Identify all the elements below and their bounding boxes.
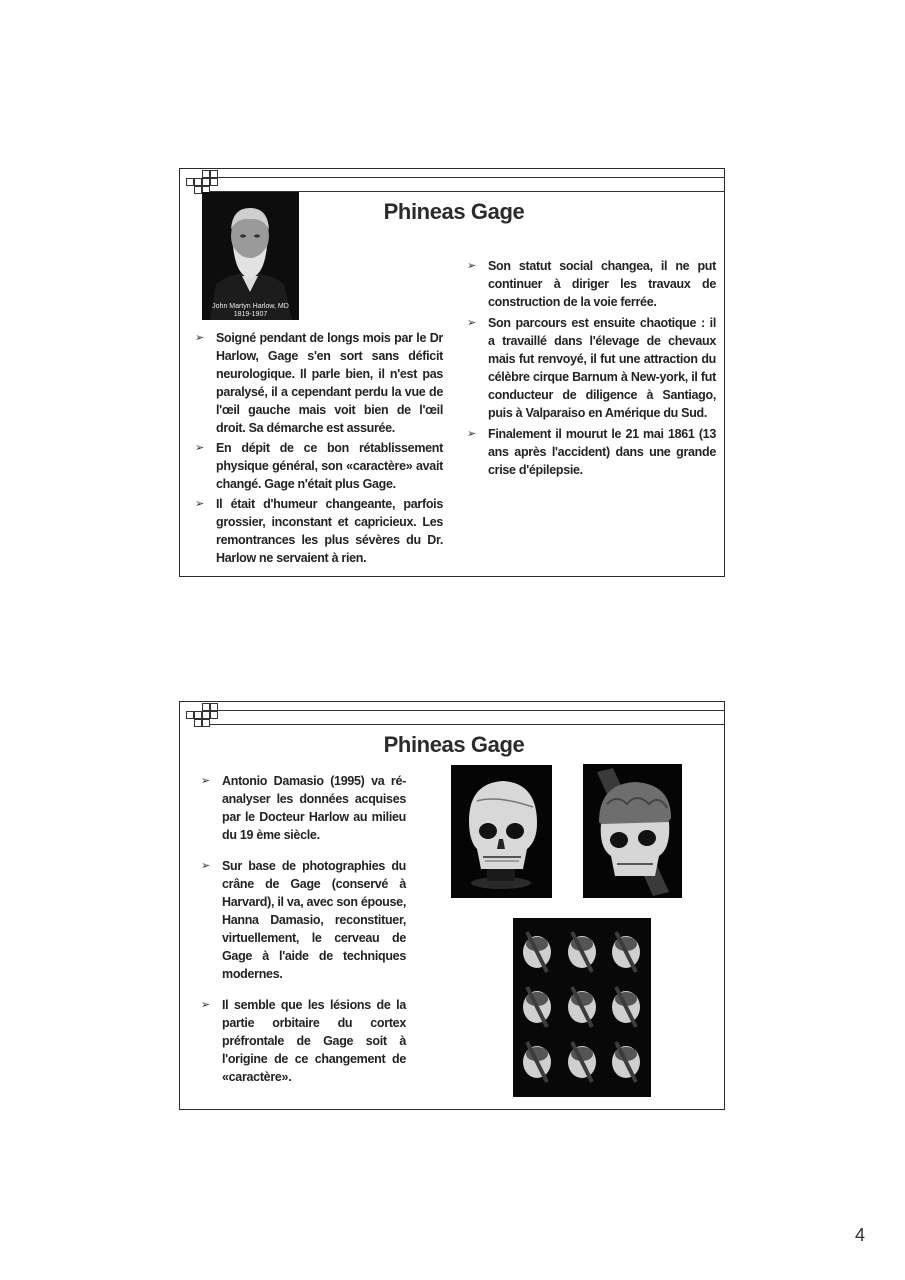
bullet-arrow-icon: ➢ [201,860,210,872]
header-line-top [210,177,724,178]
slide-1 [179,168,725,577]
bullet-arrow-icon: ➢ [201,775,210,787]
header-line-top [210,710,724,711]
slide-title: Phineas Gage [383,732,525,757]
skull-3d-reconstruction [583,764,682,898]
list-item: ➢ Finalement il mourut le 21 mai 1861 (13 ans après l'accident) dans une grande crise d'épilepsie. [467,427,716,477]
list-item: ➢ En dépit de ce bon rétablissement physique général, son «caractère» avait changé. Gage n'était plus Gage. [195,441,443,491]
left-bullet-list [195,329,443,567]
bullet-list [201,772,406,1086]
right-bullet-list [467,257,716,479]
skull-brain-icon [583,764,682,898]
list-item: ➢ Sur base de photographies du crâne de Gage (conservé à Harvard), il va, avec son épouse, Hanna Damasio, reconstituer, virtuellement, le cerveau de Gage à l'aide de techniques modernes. [201,859,406,981]
portrait-caption-dates: 1819-1907 [233,311,268,318]
corner-squares-decoration [180,702,224,736]
page-number: 4 [854,1225,865,1245]
skull-views-grid [513,918,651,1097]
slide-2 [179,701,725,1110]
skull-photo [451,765,552,898]
bullet-arrow-icon: ➢ [467,260,476,272]
portrait-caption [202,303,299,320]
list-item: ➢ Antonio Damasio (1995) va ré-analyser les données acquises par le Docteur Harlow au milieu du 19 ème siècle. [201,774,406,842]
header-line-bottom [210,724,724,725]
list-item: ➢ Il était d'humeur changeante, parfois grossier, inconstant et capricieux. Les remontrances les plus sévères du Dr. Harlow ne servaient à rien. [195,497,443,565]
bullet-arrow-icon: ➢ [467,428,476,440]
bullet-arrow-icon: ➢ [195,442,204,454]
skull-grid-icon [513,918,651,1097]
list-item: ➢ Soigné pendant de longs mois par le Dr Harlow, Gage s'en sort sans déficit neurologique. Il parle bien, il n'est pas paralysé, il a cependant perdu la vue de l'œil gauche mais voit bien de l'œil droit. Sa démarche est assurée. [195,331,443,435]
portrait-icon [202,192,299,320]
list-item: ➢ Il semble que les lésions de la partie orbitaire du cortex préfrontale de Gage soit à l'origine de ce changement de «caractère». [201,998,406,1084]
list-item: ➢ Son statut social changea, il ne put continuer à diriger les travaux de construction de la voie ferrée. [467,259,716,309]
list-item: ➢ Son parcours est ensuite chaotique : il a travaillé dans l'élevage de chevaux mais fut renvoyé, il fut une attraction du célèbre cirque Barnum à New-york, il fut conducteur de diligence à Santiago, puis à Valparaiso en Amérique du Sud. [467,316,716,420]
slide-title: Phineas Gage [383,199,525,224]
bullet-arrow-icon: ➢ [195,498,204,510]
bullet-arrow-icon: ➢ [201,999,210,1011]
portrait-caption-name: John Martyn Harlow, MD [212,303,289,310]
bullet-arrow-icon: ➢ [467,317,476,329]
harlow-portrait-photo [202,192,299,320]
bullet-arrow-icon: ➢ [195,332,204,344]
skull-icon [451,765,552,898]
